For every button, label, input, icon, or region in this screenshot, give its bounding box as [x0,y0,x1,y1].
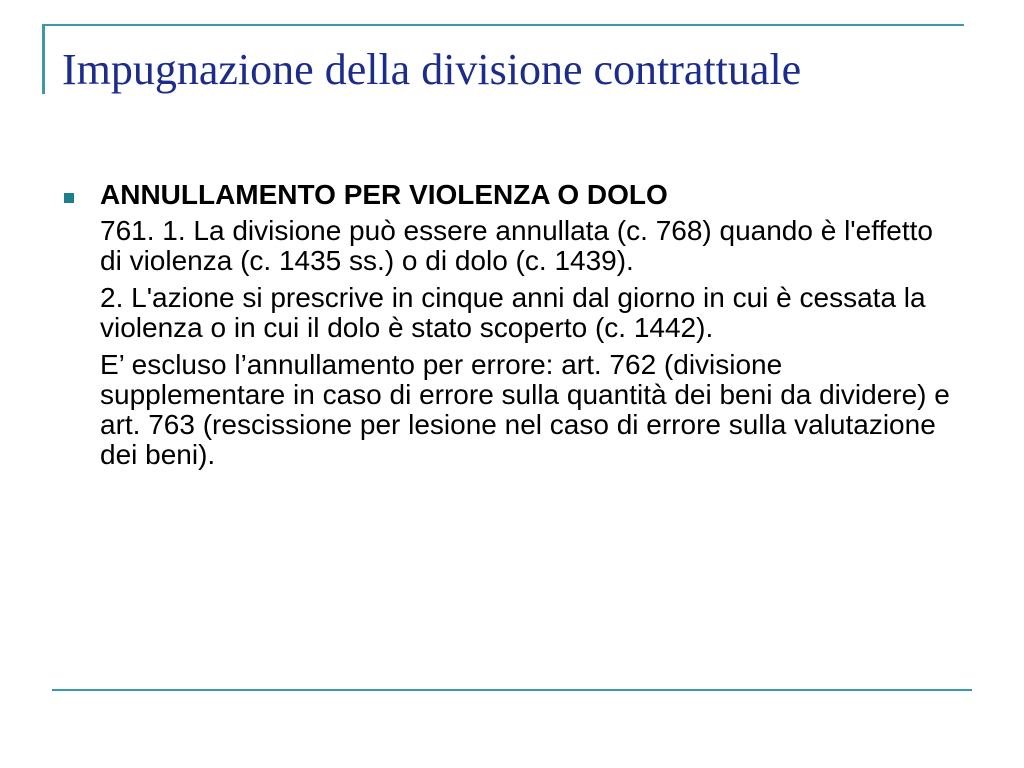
bullet-item [62,180,962,470]
paragraph-exclusion-error: E’ escluso l’annullamento per errore: art. 762 (divisione supplementare in caso di errore sulla quantità dei beni da dividere) e art. 763 (rescissione per lesione nel caso di errore sulla valutazione dei beni). [100,349,950,470]
title-frame-horizontal-line [42,24,964,26]
bullet-heading: ANNULLAMENTO PER VIOLENZA O DOLO [100,179,668,210]
slide-content [62,180,962,477]
slide-title: Impugnazione della divisione contrattuale [62,45,802,94]
square-bullet-icon [64,193,74,203]
bottom-divider-line [52,689,972,691]
paragraph-article-761-2: 2. L'azione si prescrive in cinque anni dal giorno in cui è cessata la violenza o in cui il dolo è stato scoperto (c. 1442). [100,282,926,343]
title-frame-vertical-line [42,24,45,94]
paragraph-article-761-1: 761. 1. La divisione può essere annullata (c. 768) quando è l'effetto di violenza (c. 1435 ss.) o di dolo (c. 1439). [100,215,933,276]
